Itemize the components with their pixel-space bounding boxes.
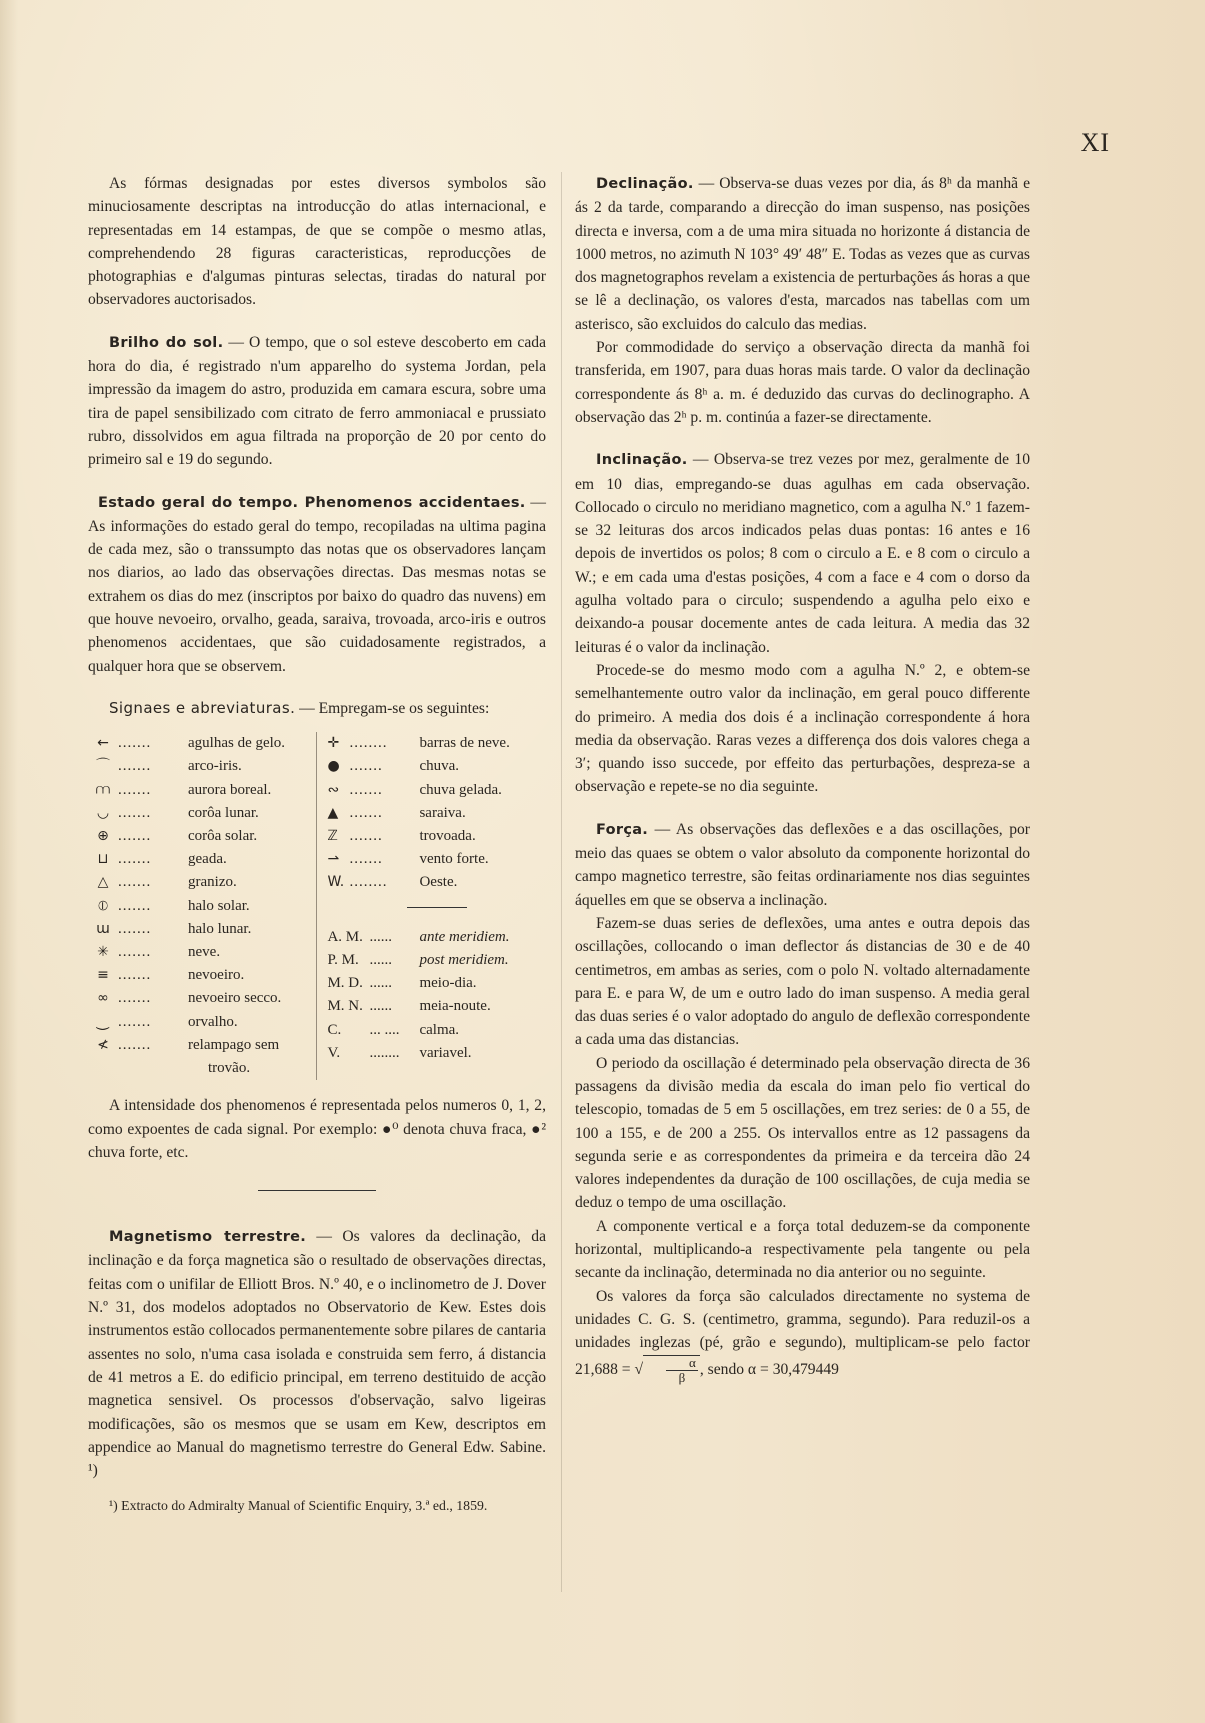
lunar-halo-icon: ɯ <box>96 920 110 937</box>
abbrev-meaning: meia-noute. <box>419 998 491 1015</box>
sign-label: orvalho. <box>188 1013 238 1030</box>
dot-leader: ....... <box>349 851 383 868</box>
inclinacao-text: — Observa-se trez vezes por mez, geralmente de 10 em 10 dias, empregando-se duas agulhas em cada observação. Collocado o circulo no meridiano magnetico, com a agulha N.º 1 fazem-se 32 leituras dos arcos indicados pelas duas pontas: 16 antes e 16 depois de invertidos os polos; 8 com o circulo a E. e 8 com o circulo a W.; e em cada uma d'estas posições, 4 com a face e 4 com o dorso da agulha voltado para o circulo; suspendendo a agulha pelo eixo e deixando-a pousar docemente antes de cada leitura. A media das 32 leituras é o valor da inclinação. <box>575 451 1030 656</box>
dot-leader: ....... <box>118 758 152 775</box>
sign-row <box>88 918 316 941</box>
sign-label: halo lunar. <box>188 920 252 937</box>
strong-wind-icon: ⇀ <box>327 851 340 868</box>
intro-paragraph: As fórmas designadas por estes diversos symbolos são minuciosamente descriptas na introducção do atlas internacional, e representadas em 14 estampas, de que se compõe o mesmo atlas, comprehendendo 28 figuras caracteristicas, reproducções de photographias e d'algumas pinturas selectas, tiradas do natural por observadores auctorisados. <box>88 175 546 309</box>
dot-leader: ....... <box>118 1036 152 1053</box>
signaes-text: — Empregam-se os seguintes: <box>295 699 490 717</box>
page-number: XI <box>1080 128 1110 157</box>
dot-leader: ... .... <box>369 1021 400 1038</box>
sign-label: vento forte. <box>419 851 489 868</box>
dot-leader: ....... <box>118 874 152 891</box>
sign-row <box>327 779 546 802</box>
forca-p5-text: Os valores da força são calculados directamente no systema de unidades C. G. S. (centimetro, gramma, segundo). Para reduzil-os a unidades inglezas (pé, grão e segundo), multiplicam-se pelo factor 21,688 = <box>575 1287 1030 1378</box>
arc-icon: ⌒ <box>96 758 110 775</box>
sign-row <box>88 987 316 1010</box>
sign-row <box>88 871 316 894</box>
dot-leader: ....... <box>349 781 383 798</box>
dot-leader: ...... <box>369 928 392 945</box>
sign-label: barras de neve. <box>419 735 510 752</box>
declinacao-text: — Observa-se duas vezes por dia, ás 8ʰ da manhã e ás 2 da tarde, comparando a direcção do iman suspenso, nas posições directa e inversa, com a de uma mira situada no horizonte á distancia de 1000 metros, no azimuth N 103° 49′ 48″ E. Todas as vezes que as curvas dos magnetographos revelam a existencia de perturbações ás horas a que se lê a declinação, os valores d'esta, marcados nas tabellas com um asterisco, são excluidos do calculo das medias. <box>575 175 1030 333</box>
dot-leader: ....... <box>118 828 152 845</box>
frost-icon: ⊔ <box>97 851 109 868</box>
sign-label: chuva gelada. <box>419 781 502 798</box>
dot-leader: ....... <box>118 781 152 798</box>
dot-leader: ....... <box>349 758 383 775</box>
sign-label: arco-iris. <box>188 758 242 775</box>
sign-row <box>327 755 546 778</box>
dot-leader: ....... <box>118 944 152 961</box>
sqrt-formula <box>643 1355 700 1385</box>
signs-table <box>88 732 546 1080</box>
abbreviation: A. M. <box>327 928 363 945</box>
fraction <box>666 1356 698 1385</box>
sign-row <box>88 964 316 987</box>
abbreviation: M. D. <box>327 975 363 992</box>
left-column <box>88 172 546 1518</box>
forca-paragraph <box>575 818 1030 912</box>
dot-leader: ........ <box>369 1044 400 1061</box>
section-divider <box>258 1190 376 1191</box>
rain-icon: ● <box>327 758 340 775</box>
sign-label: corôa solar. <box>188 828 258 845</box>
sign-label: corôa lunar. <box>188 804 259 821</box>
column-divider <box>561 172 562 1592</box>
solar-halo-icon: ⦶ <box>97 897 109 914</box>
signs-right-column <box>316 732 546 1080</box>
sign-label: granizo. <box>188 874 237 891</box>
dry-fog-icon: ∞ <box>97 990 109 1007</box>
estado-text: — As informações do estado geral do tempo, recopiladas na ultima pagina de cada mez, são o transsumpto das notas que os observadores lançam nos diarios, ao lado das observações directas. Das mesmas notas se extrahem os dias do mez (inscriptos por baixo do quadro das nuvens) em que houve nevoeiro, orvalho, geada, saraiva, trovoada, arco-iris e outros phenomenos accidentaes, que são cuidadosamente registrados, a qualquer hora que se observem. <box>88 493 546 675</box>
brilho-heading: Brilho do sol. <box>109 334 224 351</box>
sign-label: nevoeiro. <box>188 967 245 984</box>
lightning-icon: ≮ <box>97 1036 109 1053</box>
signaes-paragraph <box>88 697 546 720</box>
sign-label: chuva. <box>419 758 460 775</box>
sign-row <box>88 1034 316 1057</box>
sign-label: saraiva. <box>419 804 466 821</box>
abbrev-row <box>327 995 546 1018</box>
abbrev-row <box>327 972 546 995</box>
snow-drift-icon: ✛ <box>327 735 340 752</box>
abbreviation: P. M. <box>327 952 359 969</box>
abbrev-row <box>327 1042 546 1065</box>
dot-leader: ....... <box>118 920 152 937</box>
sign-label: relampago sem <box>188 1036 280 1053</box>
dot-leader: ....... <box>349 828 383 845</box>
sign-label: aurora boreal. <box>188 781 272 798</box>
fraction-denominator: β <box>678 1369 686 1385</box>
right-column <box>575 172 1030 1385</box>
sign-row <box>327 825 546 848</box>
abbreviation: C. <box>327 1021 342 1038</box>
dot-leader: ....... <box>118 897 152 914</box>
estado-heading: Estado geral do tempo. Phenomenos accidentaes. <box>98 494 526 511</box>
declinacao-paragraph-2: Por commodidade do serviço a observação directa da manhã foi transferida, em 1907, para duas horas mais tarde. O valor da declinação correspondente ás 8ʰ a. m. é deduzido das curvas do declinographo. A observação das 2ʰ p. m. continúa a fazer-se directamente. <box>575 339 1030 426</box>
sign-row <box>88 1011 316 1034</box>
lunar-corona-icon: ◡ <box>96 804 110 821</box>
forca-paragraph-2: Fazem-se duas series de deflexões, uma antes e outra depois das oscillações, collocando o iman deflector ás distancias de 30 e de 40 centimetros, em ambas as series, com o polo N. voltado alternadamente para E. e para W, de um e outro lado do iman suspenso. A media geral das duas series é o valor adoptado do angulo de deflexão correspondente a cada uma das distancias. <box>575 914 1030 1049</box>
dot-leader: ........ <box>349 874 388 891</box>
dot-leader: ...... <box>369 998 392 1015</box>
dot-leader: ....... <box>118 851 152 868</box>
abbrev-meaning: ante meridiem. <box>419 928 510 945</box>
sleet-icon: ▲ <box>327 804 339 821</box>
sign-label: halo solar. <box>188 897 250 914</box>
sign-label: Oeste. <box>419 874 458 891</box>
sign-row <box>88 895 316 918</box>
hail-icon: △ <box>97 874 109 891</box>
abbrev-row <box>327 926 546 949</box>
abbrev-meaning: post meridiem. <box>419 952 509 969</box>
forca-heading: Força. <box>596 821 649 838</box>
arrow-left-icon: ← <box>97 735 109 752</box>
sign-row <box>88 732 316 755</box>
dot-leader: ....... <box>118 804 152 821</box>
abbrev-separator <box>327 895 546 926</box>
forca-text: — As observações das deflexões e a das oscillações, por meio das quaes se obtem o valor absoluto da componente horizontal do campo magnetico terrestre, são feitas ordinariamente nos dias seguintes áquelles em que se observa a inclinação. <box>575 820 1030 909</box>
sign-row <box>88 802 316 825</box>
brilho-text: — O tempo, que o sol esteve descoberto em cada hora do dia, é registrado n'um apparelho do systema Jordan, pela impressão da imagem do astro, produzida em camara escura, sobre uma tira de papel sensibilizado com citrato de ferro ammoniacal e prussiato rubro, dissolvidos em agua filtrada na proporção de 20 por cento do primeiro sal e 19 do segundo. <box>88 333 546 469</box>
sign-label: trovoada. <box>419 828 476 845</box>
brilho-paragraph <box>88 331 546 472</box>
fog-icon: ≡ <box>97 967 109 984</box>
forca-paragraph-5: Os valores da força são calculados directamente no systema de unidades C. G. S. (centimetro, gramma, segundo). Para reduzil-os a unidades inglezas (pé, grão e segundo), multiplicam-se pelo factor 21,688 = √ $\frac{\alpha}{\beta}$ , sendo α = 30,479449 <box>575 1287 1030 1385</box>
magnetismo-text: — Os valores da declinação, da inclinação e da força magnetica são o resultado de observações directas, feitas com o unifilar de Elliott Bros. N.º 40, e o inclinometro de J. Dover N.º 31, dos modelos adoptados no Observatorio de Kew. Estes dois instrumentos estão collocados permanentemente sobre pilares de cantaria assentes no solo, n'uma casa isolada e construida sem ferro, á distancia de 41 metros a E. do edificio principal, em terreno destituido de acção magnetica sensivel. Os processos d'observação, salvo ligeiras modificações, são os mesmos que se usam em Kew, descriptos em appendice ao Manual do magnetismo terrestre do General Edw. Sabine. ¹) <box>88 1228 546 1480</box>
footnote: ¹) Extracto do Admiralty Manual of Scientific Enquiry, 3.ª ed., 1859. <box>109 1498 488 1514</box>
abbrev-meaning: variavel. <box>419 1044 472 1061</box>
declinacao-paragraph <box>575 172 1030 336</box>
sign-row <box>327 871 546 894</box>
sign-label: geada. <box>188 851 227 868</box>
abbrev-meaning: meio-dia. <box>419 975 477 992</box>
signaes-heading: Signaes e abreviaturas. <box>109 698 296 717</box>
short-rule <box>407 907 467 908</box>
forca-paragraph-4: A componente vertical e a força total deduzem-se da componente horizontal, multiplicando-a respectivamente pela tangente ou pela secante da inclinação, determinada no dia anterior ou no seguinte. <box>575 1217 1030 1282</box>
aurora-icon: ⩋ <box>95 781 111 798</box>
inclinacao-heading: Inclinação. <box>596 452 688 469</box>
inclinacao-paragraph <box>575 448 1030 659</box>
dot-leader: ........ <box>349 735 388 752</box>
estado-paragraph <box>88 491 546 678</box>
sign-label-continuation: trovão. <box>208 1060 251 1077</box>
declinacao-heading: Declinação. <box>596 176 694 192</box>
sign-row <box>88 779 316 802</box>
abbrev-row <box>327 949 546 972</box>
sign-row <box>88 755 316 778</box>
forca-paragraph-3: O periodo da oscillação é determinado pela observação directa de 36 passagens da divisão media da escala do iman pelo fio vertical do telescopio, tomadas de 5 em 5 oscillações, em trez series: de 0 a 55, de 100 a 155, e de 200 a 255. Os intervallos entre as 12 passagens da segunda serie e as correspondentes da primeira e da terceira dão 24 valores independentes da duração de 100 oscillações, de cuja media se deduz o tempo de uma oscillação. <box>575 1054 1030 1212</box>
fraction-numerator: α <box>666 1356 698 1371</box>
dot-leader: ....... <box>349 804 383 821</box>
dot-leader: ....... <box>118 1013 152 1030</box>
sign-row <box>327 848 546 871</box>
freezing-rain-icon: ∾ <box>327 781 340 798</box>
sign-row <box>327 802 546 825</box>
sign-row <box>88 825 316 848</box>
magnetismo-heading: Magnetismo terrestre. <box>109 1229 307 1246</box>
dot-leader: ...... <box>369 975 392 992</box>
inclinacao-paragraph-2: Procede-se do mesmo modo com a agulha N.º 2, e obtem-se semelhantemente outro valor da inclinação, em geral pouco differente do primeiro. A media dos dois é a inclinação correspondente á hora media da observação. Raras vezes a differença dos dois valores chega a 3′; quando isso succede, por effeito das perturbações, despreza-se a observação e repete-se no dia seguinte. <box>575 661 1030 796</box>
abbreviation: V. <box>327 1044 341 1061</box>
sign-row <box>327 732 546 755</box>
sign-label: agulhas de gelo. <box>188 735 286 752</box>
dot-leader: ....... <box>118 967 152 984</box>
sign-row <box>88 941 316 964</box>
sign-row <box>88 848 316 871</box>
dot-leader: ....... <box>118 990 152 1007</box>
sign-label: nevoeiro secco. <box>188 990 282 1007</box>
dot-leader: ...... <box>369 952 392 969</box>
snow-icon: ✳ <box>97 944 109 961</box>
abbrev-row <box>327 1019 546 1042</box>
dew-icon: ⏝ <box>96 1013 110 1030</box>
abbrev-meaning: calma. <box>419 1021 460 1038</box>
intensidade-paragraph: A intensidade dos phenomenos é representada pelos numeros 0, 1, 2, como expoentes de cada signal. Por exemplo: ●⁰ denota chuva fraca, ●² chuva forte, etc. <box>88 1097 546 1161</box>
sign-abbreviation: W. <box>327 874 345 891</box>
magnetismo-paragraph <box>88 1225 546 1482</box>
solar-corona-icon: ⊕ <box>97 828 109 845</box>
thunderstorm-icon: ℤ <box>327 828 338 845</box>
formula-tail: , sendo α = 30,479449 <box>699 1360 839 1378</box>
signs-left-column <box>88 732 316 1080</box>
sign-label: neve. <box>188 944 221 961</box>
abbreviation: M. N. <box>327 998 363 1015</box>
dot-leader: ....... <box>118 735 152 752</box>
